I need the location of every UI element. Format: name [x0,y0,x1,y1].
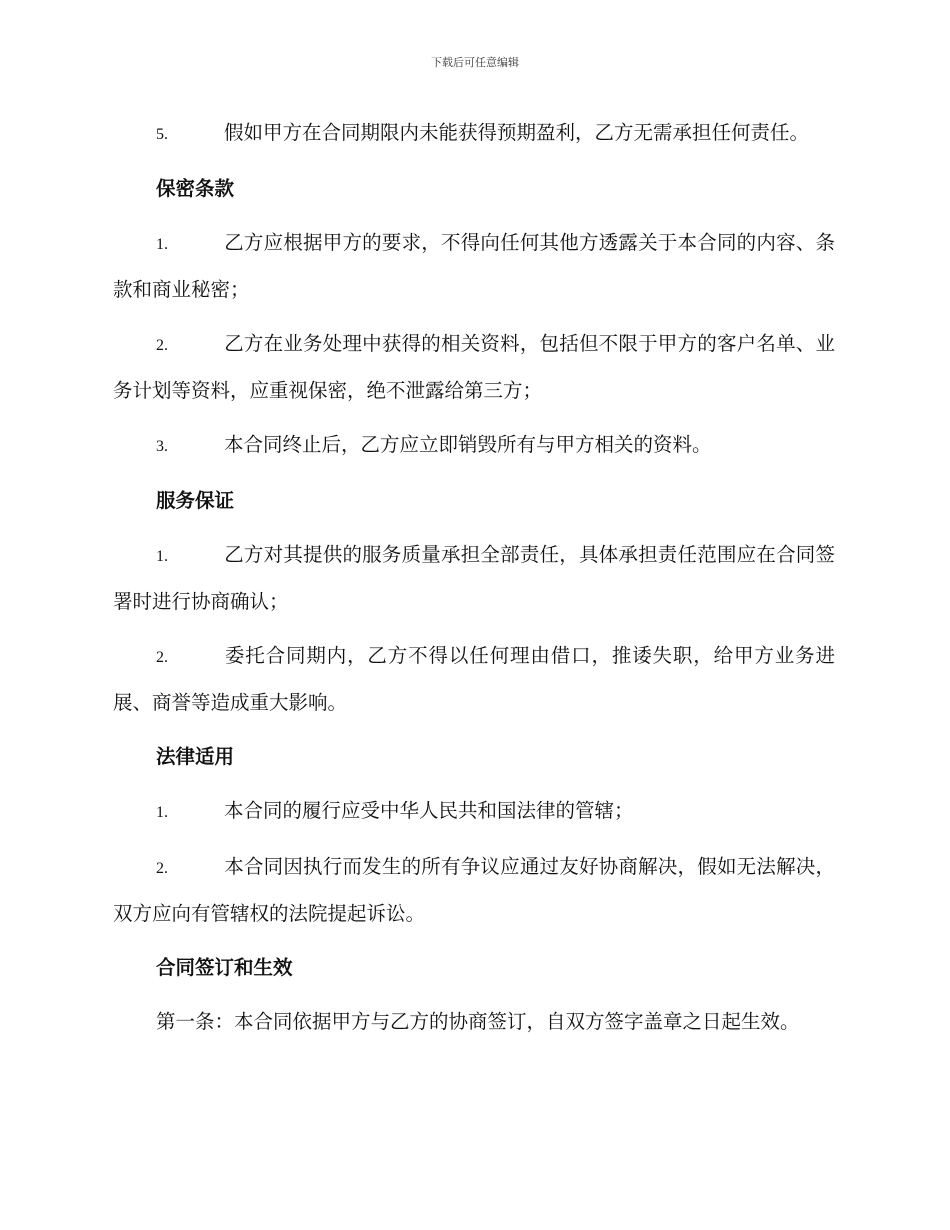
clause-number: 2. [156,337,168,354]
clause-item [113,321,835,413]
clause-item [113,633,835,725]
clause-number: 2. [156,860,168,877]
clause-item [113,422,835,469]
clause-item [113,844,835,936]
clause-text: 本合同的履行应受中华人民共和国法律的管辖； [224,799,634,822]
article-paragraph: 第一条：本合同依据甲方与乙方的协商签订，自双方签字盖章之日起生效。 [156,1010,800,1033]
clause-item [113,220,835,312]
clause-number: 1. [156,548,168,565]
clause-text: 乙方应根据甲方的要求，不得向任何其他方透露关于本合同的内容、条款和商业秘密； [113,231,835,301]
clause-text: 本合同终止后，乙方应立即销毁所有与甲方相关的资料。 [224,433,712,456]
clause-text: 乙方对其提供的服务质量承担全部责任，具体承担责任范围应在合同签署时进行协商确认； [113,543,835,613]
clause-item [113,110,835,157]
clause-text: 委托合同期内，乙方不得以任何理由借口，推诿失职，给甲方业务进展、商誉等造成重大影响。 [113,644,835,714]
clause-number: 1. [156,804,168,821]
page-header: 下载后可任意编辑 [431,56,519,69]
clause-number: 1. [156,236,168,253]
clause-text: 假如甲方在合同期限内未能获得预期盈利，乙方无需承担任何责任。 [224,121,810,144]
section-heading: 保密条款 [156,177,235,200]
section-heading: 合同签订和生效 [156,956,293,979]
clause-number: 3. [156,438,168,455]
clause-number: 2. [156,649,168,666]
document-body [113,110,835,1053]
clause-text: 本合同因执行而发生的所有争议应通过友好协商解决，假如无法解决，双方应向有管辖权的法院提起诉讼。 [113,855,835,925]
clause-item [113,532,835,624]
section-heading: 服务保证 [156,489,235,512]
clause-number: 5. [156,126,168,143]
clause-text: 乙方在业务处理中获得的相关资料，包括但不限于甲方的客户名单、业务计划等资料，应重视保密，绝不泄露给第三方； [113,332,835,402]
clause-item [113,788,835,835]
section-heading: 法律适用 [156,745,235,768]
